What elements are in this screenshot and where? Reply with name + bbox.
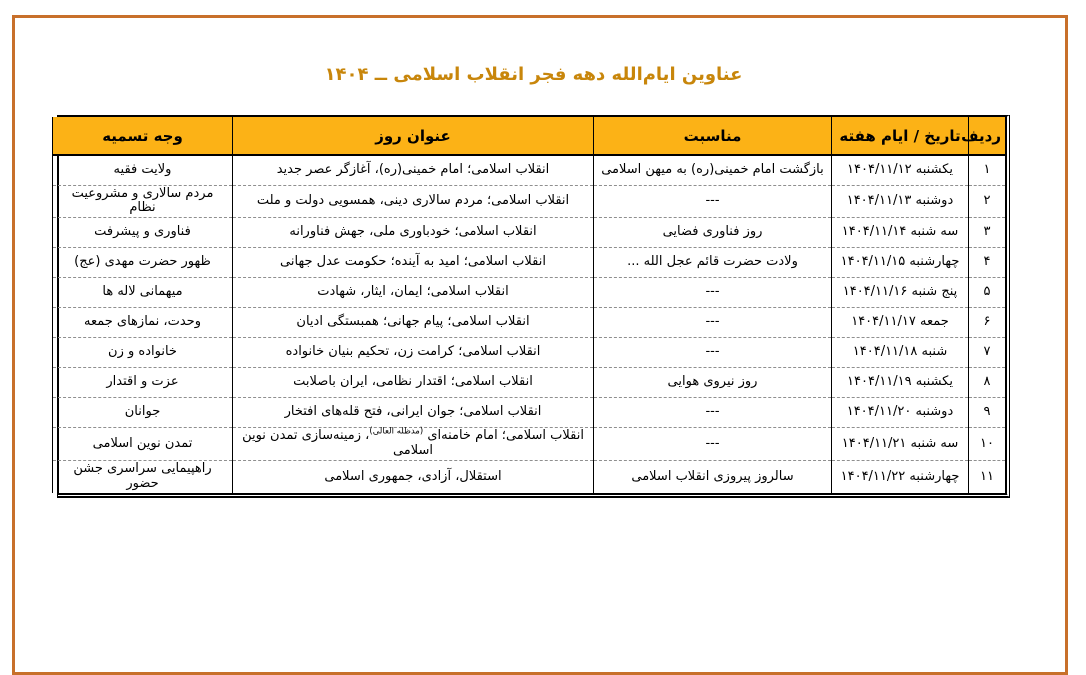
day-title-text: ، زمینه‌سازی تمدن نوین اسلامی — [242, 428, 434, 459]
cell-day-title: انقلاب اسلامی؛ امید به آینده؛ حکومت عدل جهانی — [233, 248, 594, 278]
cell-occasion: --- — [594, 338, 832, 368]
cell-occasion: --- — [594, 278, 832, 308]
cell-radif: ۱۰ — [969, 428, 1006, 461]
cell-naming: جوانان — [53, 398, 233, 428]
cell-radif: ۹ — [969, 398, 1006, 428]
cell-naming: خانواده و زن — [53, 338, 233, 368]
cell-radif: ۷ — [969, 338, 1006, 368]
cell-day-title: انقلاب اسلامی؛ پیام جهانی؛ همبستگی ادیان — [233, 308, 594, 338]
cell-day-title: انقلاب اسلامی؛ اقتدار نظامی، ایران باصلابت — [233, 368, 594, 398]
cell-occasion: ولادت حضرت قائم عجل الله ... — [594, 248, 832, 278]
cell-occasion: --- — [594, 398, 832, 428]
cell-radif: ۲ — [969, 185, 1006, 218]
cell-day-title — [233, 428, 594, 461]
cell-naming: ولایت فقیه — [53, 155, 233, 185]
table-row — [53, 185, 1006, 218]
table-row — [53, 368, 1006, 398]
table-row — [53, 398, 1006, 428]
cell-day-title: انقلاب اسلامی؛ خودباوری ملی، جهش فناورانه — [233, 218, 594, 248]
cell-date: چهارشنبه ۱۴۰۴/۱۱/۲۲ — [832, 461, 969, 493]
cell-occasion: --- — [594, 185, 832, 218]
cell-occasion: سالروز پیروزی انقلاب اسلامی — [594, 461, 832, 493]
cell-radif: ۸ — [969, 368, 1006, 398]
cell-naming: تمدن نوین اسلامی — [53, 428, 233, 461]
cell-naming: عزت و اقتدار — [53, 368, 233, 398]
table-row — [53, 338, 1006, 368]
cell-radif: ۵ — [969, 278, 1006, 308]
cell-day-title: انقلاب اسلامی؛ ایمان، ایثار، شهادت — [233, 278, 594, 308]
table-row — [53, 428, 1006, 461]
cell-occasion: روز نیروی هوایی — [594, 368, 832, 398]
cell-day-title: انقلاب اسلامی؛ کرامت زن، تحکیم بنیان خانواده — [233, 338, 594, 368]
cell-date: شنبه ۱۴۰۴/۱۱/۱۸ — [832, 338, 969, 368]
cell-occasion: --- — [594, 428, 832, 461]
header-occasion: مناسبت — [594, 117, 832, 155]
cell-date: چهارشنبه ۱۴۰۴/۱۱/۱۵ — [832, 248, 969, 278]
cell-day-title: استقلال، آزادی، جمهوری اسلامی — [233, 461, 594, 493]
cell-naming: میهمانی لاله ها — [53, 278, 233, 308]
cell-date: پنج شنبه ۱۴۰۴/۱۱/۱۶ — [832, 278, 969, 308]
cell-occasion: بازگشت امام خمینی(ره) به میهن اسلامی — [594, 155, 832, 185]
table-row — [53, 461, 1006, 493]
cell-date: دوشنبه ۱۴۰۴/۱۱/۲۰ — [832, 398, 969, 428]
header-row — [53, 117, 1006, 155]
cell-day-title: انقلاب اسلامی؛ مردم سالاری دینی، همسویی دولت و ملت — [233, 185, 594, 218]
cell-radif: ۴ — [969, 248, 1006, 278]
table-row — [53, 278, 1006, 308]
cell-date: سه شنبه ۱۴۰۴/۱۱/۲۱ — [832, 428, 969, 461]
cell-naming: مردم سالاری و مشروعیت نظام — [53, 185, 233, 218]
cell-naming: راهپیمایی سراسری جشن حضور — [53, 461, 233, 493]
cell-naming: ظهور حضرت مهدی (عج) — [53, 248, 233, 278]
header-date: تاریخ / ایام هفته — [832, 117, 969, 155]
page-title: عناوین ایام‌الله دهه فجر انقلاب اسلامی ــ ۱۴۰۴ — [324, 64, 743, 85]
cell-radif: ۱۱ — [969, 461, 1006, 493]
honorific-superscript: (مدظله العالی) — [369, 427, 424, 438]
cell-date: سه شنبه ۱۴۰۴/۱۱/۱۴ — [832, 218, 969, 248]
cell-day-title: انقلاب اسلامی؛ جوان ایرانی، فتح قله‌های افتخار — [233, 398, 594, 428]
table-row — [53, 308, 1006, 338]
cell-radif: ۶ — [969, 308, 1006, 338]
header-day-title: عنوان روز — [233, 117, 594, 155]
cell-naming: وحدت، نمازهای جمعه — [53, 308, 233, 338]
cell-day-title: انقلاب اسلامی؛ امام خمینی(ره)، آغازگر عصر جدید — [233, 155, 594, 185]
header-naming: وجه تسمیه — [53, 117, 233, 155]
fajr-days-table-container — [57, 115, 1010, 498]
cell-radif: ۱ — [969, 155, 1006, 185]
table-row — [53, 248, 1006, 278]
cell-occasion: روز فناوری فضایی — [594, 218, 832, 248]
header-radif: ردیف — [969, 117, 1006, 155]
cell-naming: فناوری و پیشرفت — [53, 218, 233, 248]
cell-date: یکشنبه ۱۴۰۴/۱۱/۱۹ — [832, 368, 969, 398]
day-title-text: انقلاب اسلامی؛ امام خامنه‌ای — [423, 428, 584, 444]
table-row — [53, 218, 1006, 248]
table-row — [53, 155, 1006, 185]
cell-date: جمعه ۱۴۰۴/۱۱/۱۷ — [832, 308, 969, 338]
cell-date: دوشنبه ۱۴۰۴/۱۱/۱۳ — [832, 185, 969, 218]
cell-radif: ۳ — [969, 218, 1006, 248]
cell-occasion: --- — [594, 308, 832, 338]
cell-date: یکشنبه ۱۴۰۴/۱۱/۱۲ — [832, 155, 969, 185]
fajr-days-table — [52, 117, 1006, 493]
